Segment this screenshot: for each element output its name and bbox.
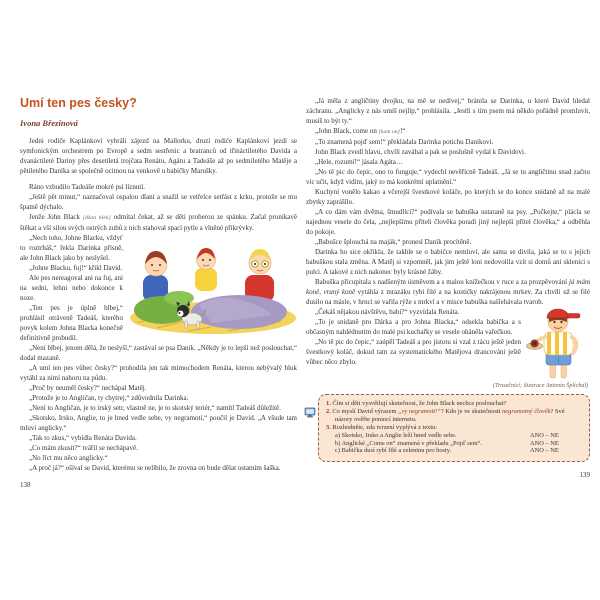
story-paragraph: „Čekáš nějakou návštěvu, babi?“ vyzvídala Renáta. — [315, 308, 460, 316]
story-paragraph: „Co mám zkusit?“ tvářil se nechápavě. — [29, 444, 138, 452]
statement-text: b) Anglické „Come on“ znamená v překladu „Pojď sem“. — [335, 439, 482, 447]
question-1 — [326, 400, 582, 408]
question-quote: negramotný člověk — [502, 407, 551, 415]
questions-box — [318, 394, 590, 462]
text-segment: vytáhla z mrazáku rybí filé a na kostičky nakrájenou mrkev. Za chvíli už se filé dusilo na másle, v hrnci se vařila rýže s mrkví a v misce babuška našlehávala tvaroh. — [306, 288, 590, 306]
left-page — [20, 96, 297, 489]
ano-ne-choice: ANO – NE — [530, 439, 559, 447]
right-page — [306, 96, 590, 479]
story-paragraph — [306, 126, 590, 137]
story-paragraph: „Skotsko, Irsko, Anglie, to je hned vedle sebe, vy negramoti,“ poučil je David. „A všude tam mluví anglicky.“ — [20, 414, 297, 432]
phonetic-note: [kam on] — [378, 129, 401, 135]
story-paragraph: Darinka ho sice okřikla, že takhle se o babičce nemluví, ale sama se divila, jaká se to s jejich babuškou stala změna. A Matěj si vzpomněl, jak jim ještě loni nedovolila vzít si domů ani sklenici s pulci. A takové z nich nakonec byly krásné žáby. — [306, 248, 590, 276]
question-quote: „vy negramoti!“ — [398, 407, 441, 415]
source-attribution: (Trosečníci; ilustrace Antonín Šplíchal) — [493, 383, 588, 389]
author-name: Ivona Březinová — [20, 118, 78, 128]
striped-shirt — [544, 332, 573, 355]
question-3c — [326, 447, 582, 455]
children-scene-drawing — [129, 235, 297, 335]
questions-section — [306, 394, 590, 462]
story-paragraph: „To znamená pojď sem!“ překládala Darinka potichu Daníkovi. — [315, 138, 494, 146]
page-title: Umí ten pes česky? — [20, 96, 137, 110]
story-paragraph: Ale pes nereagoval ani na fuj, ani na sedni, lehni nebo dokonce k noze. — [20, 274, 123, 302]
story-paragraph: „Ten pes je úplně blbej,“ prohlásil otráveně Tadeáš, kterého povyk kolem Johna Blacka konečně definitivně probudil. — [20, 304, 123, 342]
text-segment: Babuška přicupitala s nadšeným úsměvem a s malou knížečkou v ruce a za prozpěvování — [315, 278, 570, 286]
page-number-left: 138 — [20, 481, 31, 489]
question-3b — [326, 440, 582, 448]
question-3 — [326, 424, 582, 432]
story-paragraph — [306, 277, 590, 307]
story-paragraph: „Proč by neuměl česky?“ nechápal Matěj. — [29, 384, 147, 392]
story-paragraph: „Babušce šplouchá na maják,“ pronesl Daník procítěně. — [315, 238, 472, 246]
story-paragraph: „No říct mu něco anglicky.“ — [29, 454, 108, 462]
ano-ne-choice: ANO – NE — [530, 447, 559, 455]
question-number: 2. — [326, 407, 331, 415]
story-paragraph: „A umí ten pes vůbec česky?“ prohodila jen tak mimochodem Renáta, kterou nebývalý hluk vytáhl za nimi nahoru na půdu. — [20, 364, 297, 382]
story-paragraph — [20, 212, 297, 233]
song-quote: já mám koně, vraný koně — [306, 278, 590, 296]
story-paragraph: „Není to Angličan, je to irský setr, vlastně ne, je to skotský teriér,“ namítl Tadeáš důležitě. — [29, 404, 281, 412]
story-paragraph: „No tě pic do čepic, ono to funguje,“ vydechl nevěřícně Tadeáš. „Já se tu angličtinu snad začnu víc učit, když vidím, jaký to má konkrétní uplatnění.“ — [306, 168, 590, 186]
boy-red-shirt-glasses — [245, 249, 274, 302]
story-paragraph: „Tak to zkus,“ vybídla Renáta Davida. — [29, 434, 137, 442]
story-paragraph: Ráno vzbudilo Tadeáše mokré psí líznutí. — [29, 183, 146, 191]
story-paragraph: „Johne Blacku, fuj!“ křikl David. — [29, 264, 123, 272]
boy-scene-drawing — [526, 308, 590, 382]
text-segment: Jenže John Black — [29, 213, 83, 221]
question-3a — [326, 432, 582, 440]
story-paragraph: John Black zvedl hlavu, chvíli zaváhal a pak se poslušně vydal k Davidovi. — [315, 148, 526, 156]
children-illustration — [129, 235, 297, 335]
story-paragraph: „Ještě pět minut,“ naznačoval ospalou dlaní a snažil se vetřelce setřást z krku, protože se mu špatně dýchalo. — [20, 193, 297, 211]
story-paragraph: „To je snídaně pro Dárka a pro Johna Blacka,“ odsekla babička a s občasným nahlédnutím do malé psí kuchařky se vesele oháněla vařečkou. — [306, 318, 521, 336]
story-paragraph: „Nech toho, Johne Blacku, vždyť to roztrháš,“ řekla Darinka přísně, ale John Black jako by neslyšel. — [20, 234, 123, 262]
ano-ne-choice: ANO – NE — [530, 431, 559, 439]
question-text: Čím si děti vysvětlují skutečnost, že John Black nechce poslouchat? — [332, 400, 507, 407]
boy-with-kolac-illustration — [526, 308, 590, 382]
question-text: ? Kdo je ve skutečnosti — [440, 407, 503, 415]
question-number: 1. — [326, 400, 331, 407]
computer-icon — [304, 407, 316, 418]
question-text: Rozhodněte, zda tvrzení vyplývá z textu: — [332, 423, 438, 431]
story-paragraph: „A proč já?“ ošíval se David, kterému se nelíbilo, že zrovna on bude dělat ostatním šaška. — [29, 464, 281, 472]
boy-blue-shirt — [143, 251, 168, 302]
intro-paragraph: Jedni rodiče Kaplánkovi vyhráli zájezd na Mallorku, druzí rodiče Kaplánkovi jezdí se symfonickým orchestrem po Evropě a sedm sestřenic a bratranců od třináctiletého Davida a dvanáctileté Dariny přes desetiletá trojčata Renátu, Agátu a Tadeáše až po sedmiletého Matěje a pětiletého Daníka se společně ocitnou na venkově u babičky Marušky. — [20, 137, 297, 175]
question-text: Co myslí David výrazem — [332, 407, 399, 415]
boy-with-cap — [527, 309, 581, 378]
boy-yellow-shirt — [195, 248, 217, 291]
story-paragraph: Kuchyní vonělo kakao a včerejší švestkové koláče, po kterých se do konce snídaně až na malé zbytky zaprášilo. — [306, 188, 590, 206]
statement-text: c) Babička dusí rybí filé a zeleninu pro hosty. — [335, 447, 452, 455]
question-2 — [326, 408, 582, 424]
story-paragraph: „Není blbej, jenom dělá, že neslyší,“ zastával se psa Daník. „Někdy je to lepší než poslouchat,“ dodal mazaně. — [20, 344, 297, 362]
text-segment: odmítal čekat, až se děti proberou ze spánku. Začal pronikavě štěkat a vší silou svých ostrých zubů z nich stahoval spací pytle a vlněné přikrývky. — [20, 213, 297, 232]
statement-text: a) Skotsko, Irsko a Anglie leží hned vedle sebe. — [335, 431, 457, 439]
question-number: 3. — [326, 423, 331, 431]
page-number-right: 139 — [579, 471, 590, 480]
red-cap — [547, 309, 580, 318]
story-paragraph: „Protože je to Angličan, ty chytrej,“ zdůvodnila Darinka. — [29, 394, 189, 402]
question-text: ? Své názory ověřte pomocí internetu. — [335, 407, 565, 423]
text-segment: !“ — [400, 127, 406, 135]
story-paragraph: „Hele, rozumí!“ jásala Agáta… — [315, 158, 403, 166]
story-paragraph: „A co dám vám dvěma, šmudlíci?“ podívala se babuška ustaraně na psy. „Počkejte,“ plácla se najednou vesele do čela, „nejlepšímu příteli člověka poradí jiný nejlepší přítel člověka,“ a odběhla do pokoje. — [306, 208, 590, 236]
text-segment: „John Black, come on — [315, 127, 379, 135]
story-paragraph: „No tě pic do čepic,“ zaúpěl Tadeáš a pro jistotu si vzal z tácu ještě jeden švestkový koláč, dokud tam za systematického Matějova drancování ještě vůbec něco zbylo. — [306, 338, 521, 366]
story-paragraph: „Já měla z angličtiny dvojku, na mě se nedívej,“ bránila se Darinka, u které David hledal záchranu. „Anglicky z nás umíš nejlíp,“ prohlásila. „Jestli s tím psem má někdo pořádně promluvit, musíš to být ty.“ — [306, 97, 590, 125]
phonetic-note: [džon blek] — [82, 215, 111, 221]
